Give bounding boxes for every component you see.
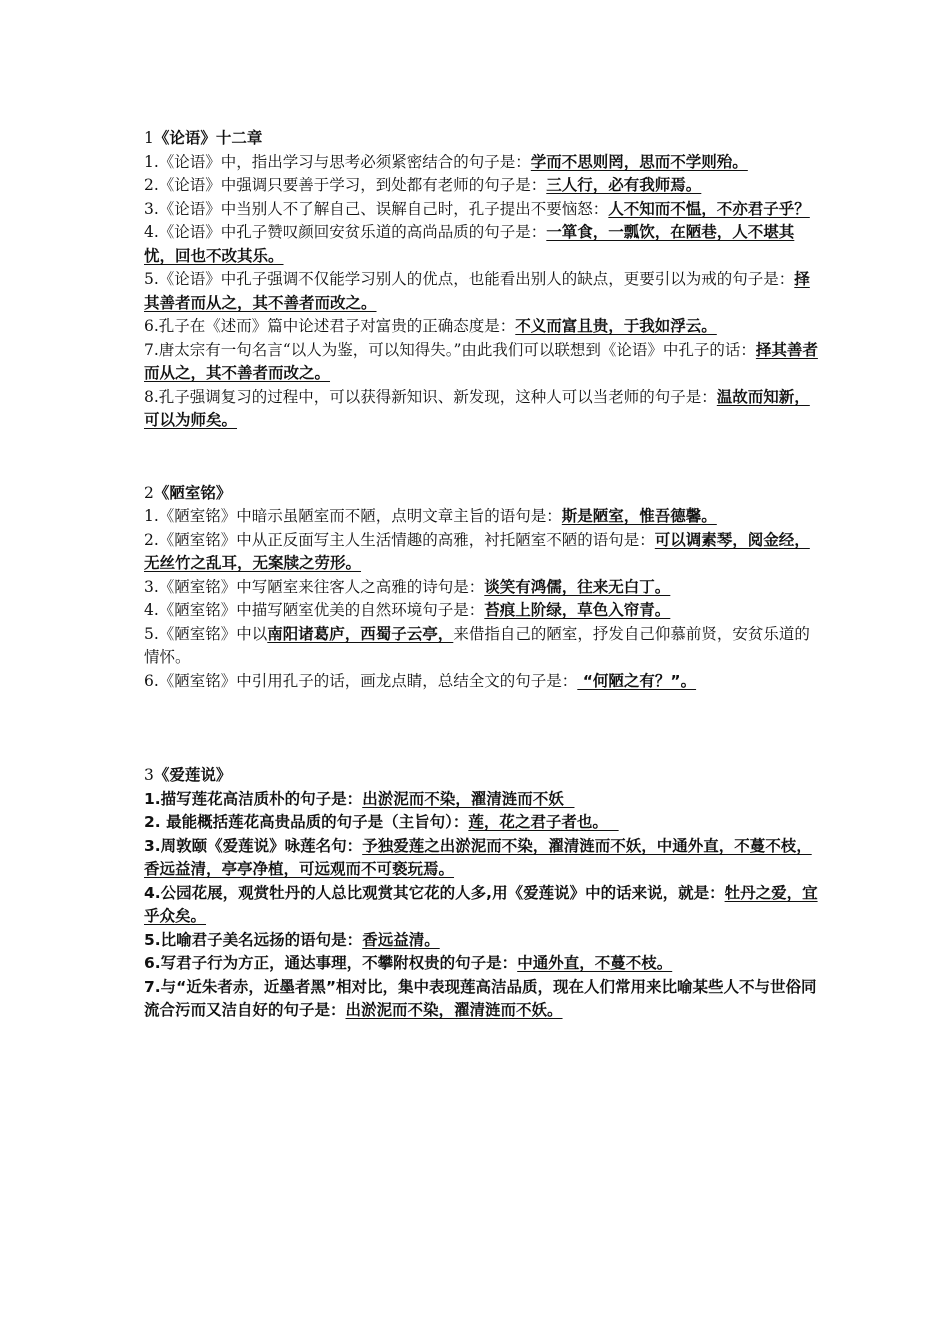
section-number: 3 — [144, 766, 154, 784]
question-text: 7.与“近朱者赤，近墨者黑”相对比，集中表现莲高洁品质，现在人们常用来比喻某些人不与世俗同流合污而又洁自好的句子是： — [144, 977, 817, 1019]
question-item — [144, 952, 824, 976]
question-text: 1.描写莲花高洁质朴的句子是： — [144, 789, 363, 808]
question-tail-text: 来借指自己的陋室，抒发自己仰慕前贤，安贫乐道的情怀。 — [144, 624, 810, 666]
question-text: 5.比喻君子美名远扬的语句是： — [144, 930, 363, 949]
section-heading — [144, 126, 824, 151]
answer-text: 香远益清。 — [362, 930, 440, 949]
answer-text: 出淤泥而不染，濯清涟而不妖 — [362, 789, 575, 808]
question-item — [144, 315, 824, 339]
question-item — [144, 882, 824, 929]
question-item — [144, 599, 824, 623]
question-text: 6.《陋室铭》中引用孔子的话，画龙点睛，总结全文的句子是： — [144, 671, 578, 690]
section-title: 《陋室铭》 — [153, 482, 232, 502]
question-item — [144, 929, 824, 953]
answer-text: 人不知而不愠，不亦君子乎？ — [608, 199, 810, 218]
answer-text: 予独爱莲之出淤泥而不染，濯清涟而不妖，中通外直，不蔓不枝，香远益清，亭亭净植，可远观而不可亵玩焉。 — [144, 836, 812, 878]
answer-text: 斯是陋室，惟吾德馨。 — [561, 507, 717, 525]
answer-text: 可以调素琴，阅金经，无丝竹之乱耳，无案牍之劳形。 — [144, 530, 810, 572]
question-text: 4.公园花展，观赏牡丹的人总比观赏其它花的人多,用《爱莲说》中的话来说，就是： — [144, 883, 725, 902]
question-text: 2.《陋室铭》中从正反面写主人生活情趣的高雅，衬托陋室不陋的语句是： — [144, 530, 655, 549]
question-item — [144, 268, 824, 315]
question-item — [144, 174, 824, 198]
answer-text: 择其善者而从之，其不善者而改之。 — [144, 340, 818, 382]
answer-text: 出淤泥而不染，濯清涟而不妖。 — [345, 1001, 563, 1019]
answer-text: “何陋之有？”。 — [577, 671, 697, 690]
question-text: 4.《论语》中孔子赞叹颜回安贫乐道的高尚品质的句子是： — [144, 223, 547, 241]
section-ailianshuo — [144, 763, 824, 1023]
question-item — [144, 835, 824, 882]
section-number: 2 — [144, 483, 154, 502]
question-text: 2. 最能概括莲花高贵品质的句子是（主旨句）： — [144, 813, 469, 831]
question-item — [144, 339, 824, 386]
question-text: 3.周敦颐《爱莲说》咏莲名句： — [144, 836, 363, 855]
question-text: 5.《论语》中孔子强调不仅能学习别人的优点，也能看出别人的缺点，更要引以为戒的句子是： — [144, 270, 795, 288]
section-spacer — [144, 433, 824, 481]
question-item — [144, 529, 824, 576]
question-text: 6.孔子在《述而》篇中论述君子对富贵的正确态度是： — [144, 317, 516, 335]
question-item — [144, 151, 824, 175]
answer-text: 择其善者而从之，其不善者而改之。 — [144, 270, 810, 312]
answer-text: 学而不思则罔，思而不学则殆。 — [530, 152, 748, 171]
section-title: 《爱莲说》 — [153, 765, 232, 784]
answer-text: 一箪食，一瓢饮，在陋巷，人不堪其忧，回也不改其乐。 — [144, 223, 795, 265]
question-text: 8.孔子强调复习的过程中，可以获得新知识、新发现，这种人可以当老师的句子是： — [144, 387, 717, 406]
question-text: 2.《论语》中强调只要善于学习，到处都有老师的句子是： — [144, 176, 547, 194]
section-heading — [144, 481, 824, 506]
answer-text: 温故而知新，可以为师矣。 — [144, 387, 810, 429]
section-heading — [144, 763, 824, 788]
question-text: 3.《陋室铭》中写陋室来往客人之高雅的诗句是： — [144, 577, 485, 596]
question-item — [144, 623, 824, 670]
section-loushiming — [144, 481, 824, 694]
question-item — [144, 811, 824, 835]
answer-text: 南阳诸葛庐，西蜀子云亭， — [267, 624, 454, 643]
answer-text: 不义而富且贵，于我如浮云。 — [515, 317, 717, 335]
question-text: 4.《陋室铭》中描写陋室优美的自然环境句子是： — [144, 601, 485, 619]
answer-text: 苔痕上阶绿，草色入帘青。 — [484, 601, 671, 619]
answer-text: 牡丹之爱，宜乎众矣。 — [144, 883, 818, 925]
question-item — [144, 788, 824, 812]
question-item — [144, 976, 824, 1023]
document-page — [144, 126, 824, 1023]
question-text: 3.《论语》中当别人不了解自己、误解自己时，孔子提出不要恼怒： — [144, 199, 609, 218]
question-item — [144, 221, 824, 268]
question-item — [144, 386, 824, 433]
section-number: 1 — [144, 129, 154, 147]
question-text: 5.《陋室铭》中以 — [144, 624, 268, 643]
answer-text: 三人行，必有我师焉。 — [546, 176, 702, 194]
answer-text: 谈笑有鸿儒，往来无白丁。 — [484, 577, 671, 596]
section-lunyu — [144, 126, 824, 433]
question-item — [144, 198, 824, 222]
question-item — [144, 576, 824, 600]
question-item — [144, 670, 824, 694]
section-spacer — [144, 693, 824, 763]
answer-text: 莲，花之君子者也。 — [468, 813, 619, 831]
question-text: 1.《陋室铭》中暗示虽陋室而不陋，点明文章主旨的语句是： — [144, 507, 562, 525]
answer-text: 中通外直，不蔓不枝。 — [517, 954, 673, 972]
question-item — [144, 505, 824, 529]
question-text: 1.《论语》中，指出学习与思考必须紧密结合的句子是： — [144, 152, 531, 171]
section-title: 《论语》十二章 — [153, 128, 263, 147]
question-text: 7.唐太宗有一句名言“以人为鉴，可以知得失。”由此我们可以联想到《论语》中孔子的话： — [144, 340, 756, 359]
question-text: 6.写君子行为方正，通达事理，不攀附权贵的句子是： — [144, 954, 518, 972]
